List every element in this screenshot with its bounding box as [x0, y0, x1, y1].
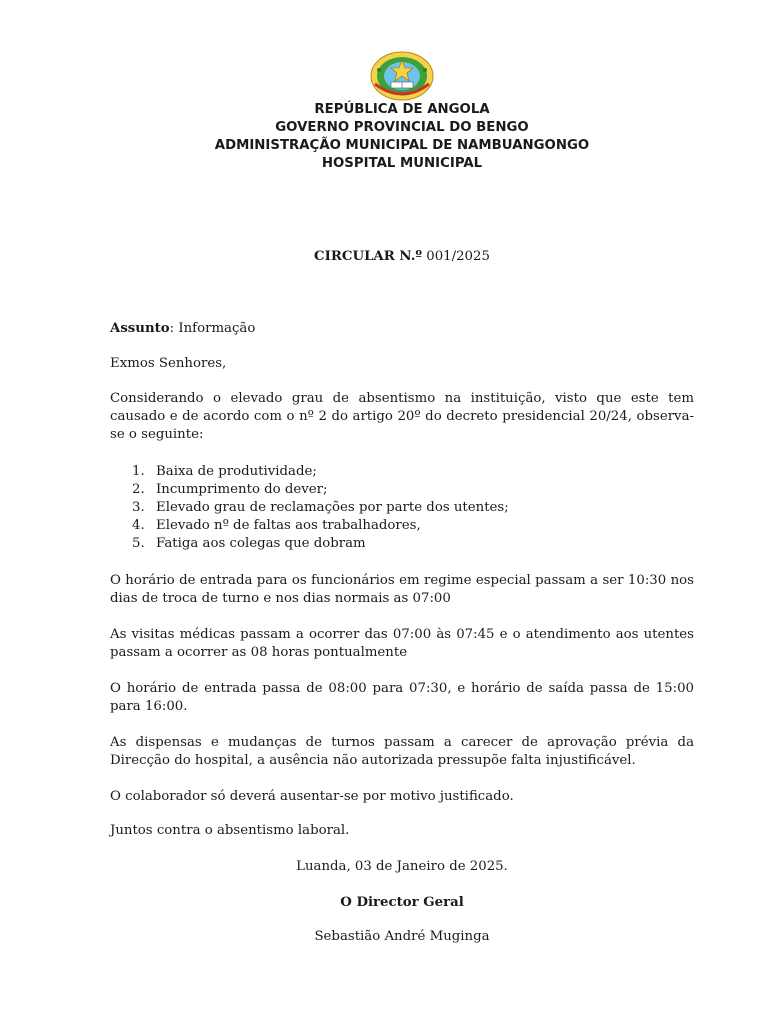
list-item: 3. Elevado grau de reclamações por parte dos utentes; [132, 500, 509, 515]
circular-label: CIRCULAR N.º [314, 249, 423, 264]
institution-header [0, 101, 768, 173]
header-republic: REPÚBLICA DE ANGOLA [314, 102, 490, 117]
paragraph-special-schedule: O horário de entrada para os funcionários em regime especial passam a ser 10:30 nos dias de troca de turno e nos dias normais as 07:00 [110, 573, 694, 606]
angola-coat-of-arms-icon [369, 50, 435, 102]
paragraph-shift-changes: As dispensas e mudanças de turnos passam a carecer de aprovação prévia da Direcção do hospital, a ausência não autorizada pressupõe falta injustificável. [110, 735, 694, 768]
list-item: 1. Baixa de produtividade; [132, 464, 317, 479]
subject-value: : Informação [169, 321, 256, 336]
paragraph-justified-absence: O colaborador só deverá ausentar-se por motivo justificado. [110, 789, 514, 804]
paragraph-closing: Juntos contra o absentismo laboral. [110, 823, 350, 838]
list-item: 4. Elevado nº de faltas aos trabalhadores, [132, 518, 421, 533]
place-and-date: Luanda, 03 de Janeiro de 2025. [296, 859, 508, 874]
signatory-name: Sebastião André Muginga [314, 929, 490, 944]
header-hospital: HOSPITAL MUNICIPAL [321, 156, 483, 171]
header-government: GOVERNO PROVINCIAL DO BENGO [275, 120, 529, 135]
circular-number: 001/2025 [422, 249, 490, 264]
list-item: 2. Incumprimento do dever; [132, 482, 328, 497]
salutation: Exmos Senhores, [110, 356, 227, 371]
intro-paragraph: Considerando o elevado grau de absentismo na instituição, visto que este tem causado e de acordo com o nº 2 do artigo 20º do decreto presidencial 20/24, observa-se o seguinte: [110, 391, 694, 442]
subject-line [110, 320, 694, 338]
consequences-list [130, 463, 690, 553]
paragraph-work-hours: O horário de entrada passa de 08:00 para 07:30, e horário de saída passa de 15:00 para 16:00. [110, 681, 694, 714]
signatory-title: O Director Geral [340, 895, 464, 910]
paragraph-medical-visits: As visitas médicas passam a ocorrer das 07:00 às 07:45 e o atendimento aos utentes passam a ocorrer as 08 horas pontualmente [110, 627, 694, 660]
list-item: 5. Fatiga aos colegas que dobram [132, 536, 366, 551]
circular-title [0, 248, 768, 266]
subject-label: Assunto [110, 321, 170, 336]
header-administration: ADMINISTRAÇÃO MUNICIPAL DE NAMBUANGONGO [214, 138, 590, 153]
